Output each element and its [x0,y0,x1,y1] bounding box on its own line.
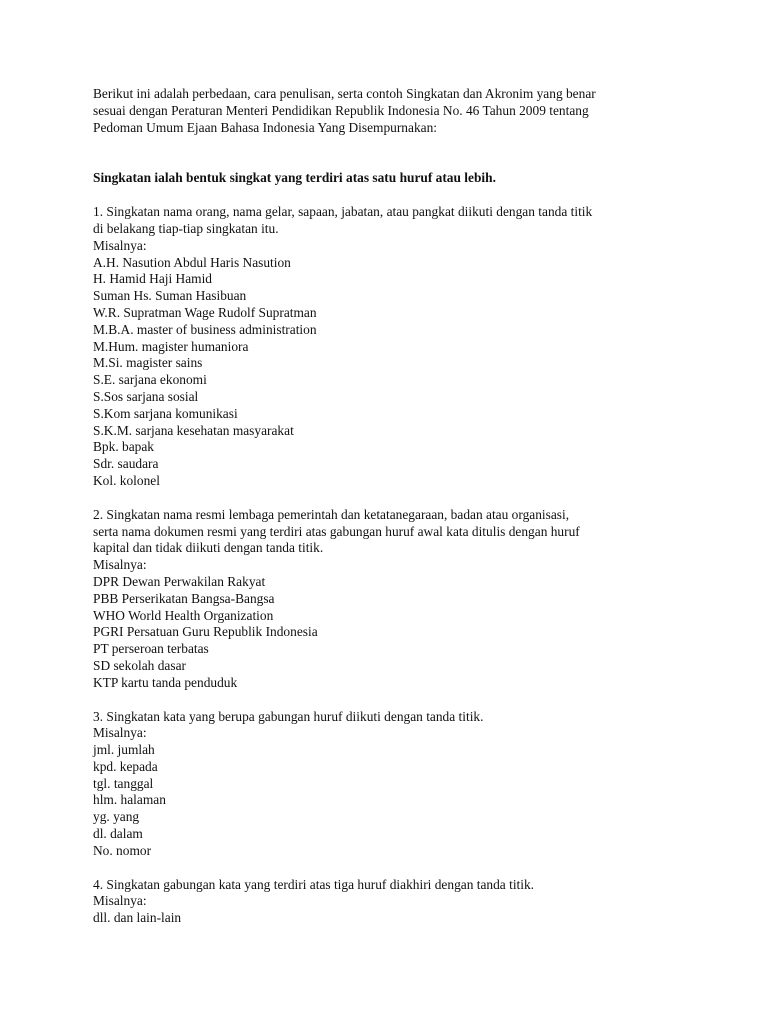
example-item: jml. jumlah [93,742,155,758]
example-item: WHO World Health Organization [93,607,274,623]
example-item: S.E. sarjana ekonomi [93,372,207,388]
example-item: S.K.M. sarjana kesehatan masyarakat [93,422,294,438]
example-item: SD sekolah dasar [93,657,186,673]
example-item: PGRI Persatuan Guru Republik Indonesia [93,624,318,640]
rule-section-2 [93,507,693,692]
example-list [93,255,693,490]
section-heading: Singkatan ialah bentuk singkat yang terdiri atas satu huruf atau lebih. [93,170,496,186]
example-item: W.R. Supratman Wage Rudolf Supratman [93,304,317,320]
rule-section-3 [93,709,693,860]
document-page [93,86,693,927]
intro-line: sesuai dengan Peraturan Menteri Pendidikan Republik Indonesia No. 46 Tahun 2009 tentang [93,102,589,118]
example-item: M.Hum. magister humaniora [93,338,249,354]
rule-text: 1. Singkatan nama orang, nama gelar, sapaan, jabatan, atau pangkat diikuti dengan tanda titik [93,204,593,220]
rule-section-4 [93,877,693,927]
example-list [93,910,693,927]
rule-text: di belakang tiap-tiap singkatan itu. [93,220,279,236]
rule-section-1 [93,204,693,490]
example-item: kpd. kepada [93,758,158,774]
example-label: Misalnya: [93,237,147,253]
rule-text: 3. Singkatan kata yang berupa gabungan huruf diikuti dengan tanda titik. [93,708,484,724]
example-label: Misalnya: [93,557,147,573]
example-label: Misalnya: [93,725,147,741]
example-item: dll. dan lain-lain [93,910,182,926]
example-item: PBB Perserikatan Bangsa-Bangsa [93,590,275,606]
example-item: M.B.A. master of business administration [93,321,317,337]
example-label: Misalnya: [93,893,147,909]
example-item: Suman Hs. Suman Hasibuan [93,288,247,304]
example-item: No. nomor [93,842,152,858]
example-item: Kol. kolonel [93,472,160,488]
rule-text: 4. Singkatan gabungan kata yang terdiri atas tiga huruf diakhiri dengan tanda titik. [93,876,535,892]
example-item: Bpk. bapak [93,439,154,455]
intro-line: Berikut ini adalah perbedaan, cara penulisan, serta contoh Singkatan dan Akronim yang benar [93,86,596,101]
rule-text: 2. Singkatan nama resmi lembaga pemerintah dan ketatanegaraan, badan atau organisasi, [93,506,570,522]
example-list [93,574,693,692]
intro-line: Pedoman Umum Ejaan Bahasa Indonesia Yang Disempurnakan: [93,119,437,135]
example-item: A.H. Nasution Abdul Haris Nasution [93,254,291,270]
example-item: yg. yang [93,809,140,825]
example-item: H. Hamid Haji Hamid [93,271,213,287]
example-item: PT perseroan terbatas [93,641,209,657]
example-item: tgl. tanggal [93,775,154,791]
example-item: Sdr. saudara [93,456,159,472]
example-item: S.Sos sarjana sosial [93,388,199,404]
example-item: dl. dalam [93,826,143,842]
example-item: DPR Dewan Perwakilan Rakyat [93,573,266,589]
intro-paragraph [93,86,693,136]
rule-text: kapital dan tidak diikuti dengan tanda titik. [93,540,324,556]
example-item: S.Kom sarjana komunikasi [93,405,238,421]
rule-text: serta nama dokumen resmi yang terdiri atas gabungan huruf awal kata ditulis dengan huruf [93,523,580,539]
example-item: M.Si. magister sains [93,355,203,371]
example-list [93,742,693,860]
example-item: KTP kartu tanda penduduk [93,674,238,690]
example-item: hlm. halaman [93,792,166,808]
